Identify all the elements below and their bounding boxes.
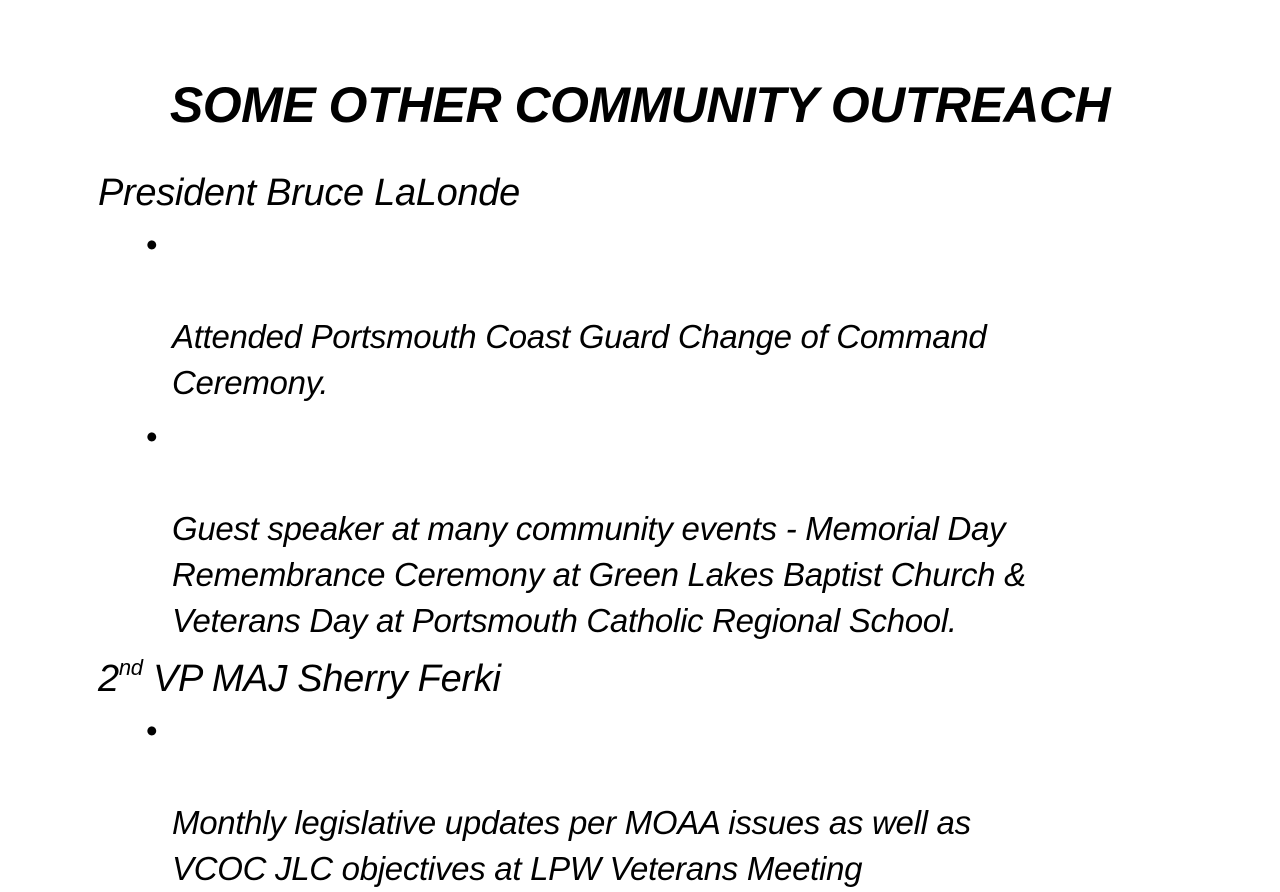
section-heading-vp: [98, 656, 1208, 702]
bullet-icon: •: [146, 226, 158, 263]
bullet-item: [146, 414, 1208, 644]
bullet-icon: •: [146, 712, 158, 749]
heading-ordinal: 2: [98, 658, 119, 700]
bullet-icon: •: [146, 418, 158, 455]
slide-body: [98, 170, 1208, 892]
bullet-text: Attended Portsmouth Coast Guard Change of Command Ceremony.: [172, 318, 987, 401]
heading-ordinal-suffix: nd: [118, 655, 143, 680]
bullet-text: Guest speaker at many community events - Memorial Day Remembrance Ceremony at Green Lakes Baptist Church & Veterans Day at Portsmouth Catholic Regional School.: [172, 510, 1026, 639]
bullet-text: Monthly legislative updates per MOAA issues as well as VCOC JLC objectives at LPW Veterans Meeting: [172, 804, 971, 887]
slide-title: SOME OTHER COMMUNITY OUTREACH: [169, 77, 1111, 133]
heading-name: VP MAJ Sherry Ferki: [142, 658, 501, 700]
bullet-item: [146, 708, 1208, 892]
bullet-item: [146, 222, 1208, 406]
section-heading-president: President Bruce LaLonde: [98, 172, 520, 214]
